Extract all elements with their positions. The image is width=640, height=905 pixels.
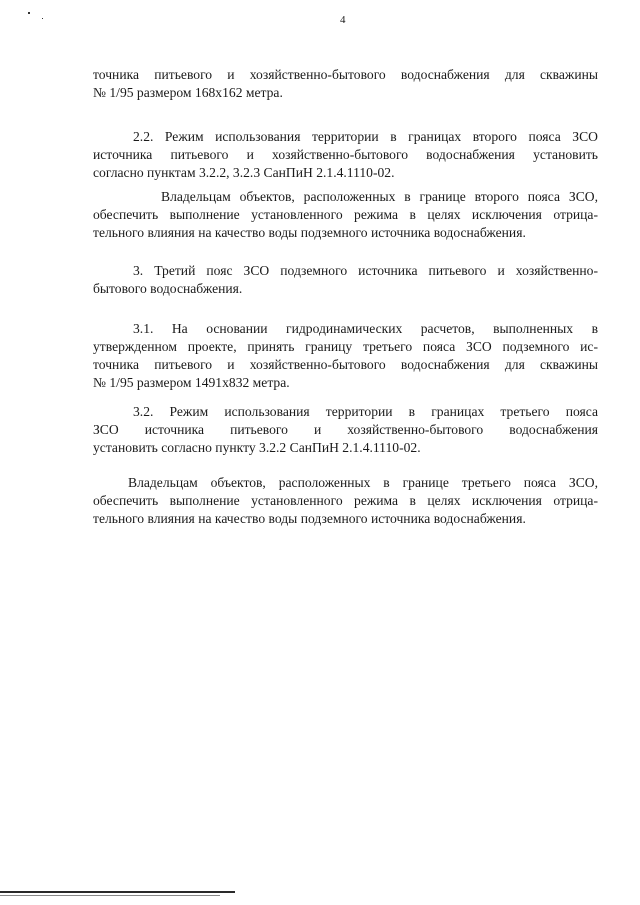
paragraph-3-2 (93, 403, 598, 457)
paragraph-owners-second-belt (93, 188, 598, 242)
scan-edge-line (0, 891, 235, 893)
paragraph-line: обеспечить выполнение установленного режима в целях исключения отрица- (93, 207, 598, 222)
scan-edge-line (0, 895, 220, 896)
paragraph-line: 2.2. Режим использования территории в границах второго пояса ЗСО (133, 129, 598, 144)
scan-speck (42, 18, 43, 19)
paragraph-line: источника питьевого и хозяйственно-бытового водоснабжения установить (93, 147, 598, 162)
scan-speck (28, 12, 30, 14)
paragraph-line: ЗСО источника питьевого и хозяйственно-бытового водоснабжения (93, 422, 598, 437)
paragraph-section-3 (93, 262, 598, 298)
paragraph-line: 3.2. Режим использования территории в границах третьего пояса (133, 404, 598, 419)
paragraph-owners-third-belt (93, 474, 598, 528)
paragraph-3-1 (93, 320, 598, 392)
paragraph-line: 3.1. На основании гидродинамических расчетов, выполненных в (133, 321, 598, 336)
paragraph-2-2 (93, 128, 598, 182)
paragraph-line: точника питьевого и хозяйственно-бытового водоснабжения для скважины (93, 67, 598, 82)
paragraph-line: 3. Третий пояс ЗСО подземного источника питьевого и хозяйственно- (133, 263, 598, 278)
paragraph-continuation (93, 66, 598, 102)
paragraph-line: № 1/95 размером 168х162 метра. (93, 85, 283, 100)
paragraph-line: утвержденном проекте, принять границу третьего пояса ЗСО подземного ис- (93, 339, 598, 354)
paragraph-line: согласно пунктам 3.2.2, 3.2.3 СанПиН 2.1.4.1110-02. (93, 165, 395, 180)
paragraph-line: тельного влияния на качество воды подземного источника водоснабжения. (93, 225, 526, 240)
paragraph-line: Владельцам объектов, расположенных в границе третьего пояса ЗСО, (128, 475, 598, 490)
page-number: 4 (340, 14, 346, 26)
paragraph-line: обеспечить выполнение установленного режима в целях исключения отрица- (93, 493, 598, 508)
paragraph-line: точника питьевого и хозяйственно-бытового водоснабжения для скважины (93, 357, 598, 372)
paragraph-line: установить согласно пункту 3.2.2 СанПиН 2.1.4.1110-02. (93, 440, 421, 455)
paragraph-line: № 1/95 размером 1491х832 метра. (93, 375, 290, 390)
paragraph-line: бытового водоснабжения. (93, 281, 243, 296)
paragraph-line: Владельцам объектов, расположенных в границе второго пояса ЗСО, (161, 189, 598, 204)
paragraph-line: тельного влияния на качество воды подземного источника водоснабжения. (93, 511, 526, 526)
